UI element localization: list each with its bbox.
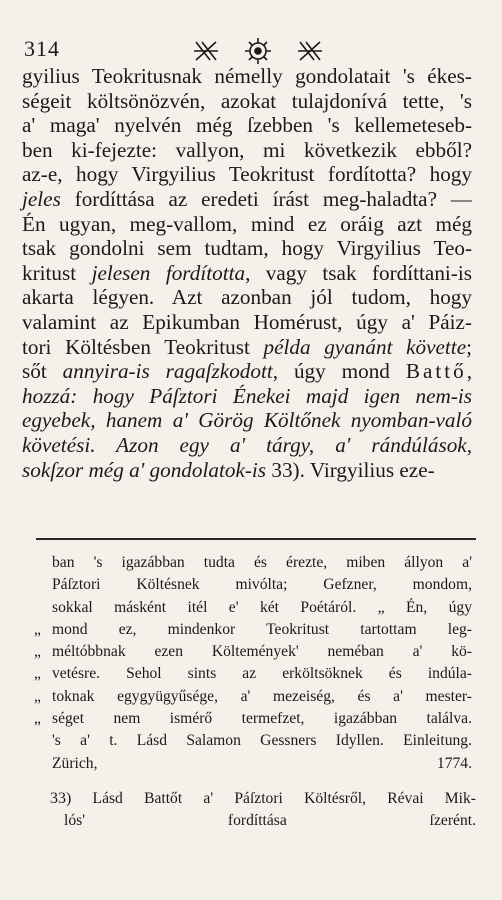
text-line xyxy=(22,138,472,163)
text-run: sőt xyxy=(22,359,63,384)
text-line xyxy=(22,433,472,458)
quote-mark: „ xyxy=(34,620,41,638)
text-line xyxy=(22,335,472,360)
italic-text: egyebek, hanem a' Görög Költőnek nyomban-való xyxy=(22,408,472,433)
footnote-continuation xyxy=(34,552,472,775)
italic-text: sokſzor még a' gondolatok-is xyxy=(22,457,267,482)
footnote-text: mond ez, mindenkor Teokritust tartottam leg- xyxy=(52,620,472,638)
footnote-text: 's a' t. Lásd Salamon Gessners Idyllen. Einleitung. xyxy=(52,732,472,750)
footnote-line xyxy=(34,619,472,641)
text-run: tori Költésben Teokritust xyxy=(22,334,264,359)
footnote-line xyxy=(52,552,472,574)
text-run: kritust xyxy=(22,260,92,285)
footnote-line xyxy=(52,574,472,596)
footnote-line xyxy=(34,641,472,663)
italic-text: hozzá: hogy Páſztori Énekei majd igen nem-is xyxy=(22,383,472,408)
text-line xyxy=(22,187,472,212)
footnote-text: ban 's igazábban tudta és érezte, miben állyon a' xyxy=(52,554,472,571)
italic-text: jeles xyxy=(22,186,61,211)
text-run: 33). Virgyilius eze- xyxy=(266,457,435,482)
footnote-line xyxy=(52,753,472,775)
text-line xyxy=(22,113,472,138)
text-line xyxy=(22,384,472,409)
text-line xyxy=(22,285,472,310)
text-run: Battő xyxy=(405,359,467,384)
italic-text: jelesen fordította xyxy=(91,260,246,285)
footnote-line xyxy=(52,597,472,619)
footnote-line xyxy=(52,730,472,752)
footnote-33 xyxy=(50,788,476,833)
page-number: 314 xyxy=(24,36,60,61)
text-run: valamint az Epikumban Homérust, úgy a' Páiz- xyxy=(22,309,472,334)
italic-text: példa gyanánt követte xyxy=(263,334,467,359)
italic-text: annyira-is ragaſzkodott xyxy=(62,359,273,384)
footnote-33-line-1: Lásd Battőt a' Páſztori Költésről, Révai Mik- xyxy=(92,790,476,807)
footnote-line xyxy=(34,708,472,730)
text-line xyxy=(22,359,472,384)
text-run: fordíttása az eredeti írást meg-haladta? — xyxy=(60,186,472,211)
text-line xyxy=(22,458,472,483)
text-run: az-e, hogy Virgyilius Teokritust fordította? hogy xyxy=(22,162,472,187)
text-run: ; xyxy=(466,334,472,359)
text-run: ségeit költsönözvén, azokat tulajdonívá tette, 's xyxy=(22,88,472,113)
text-run: a' maga' nyelvén még ſzebben 's kellemeteseb- xyxy=(22,113,472,138)
text-run: gyilius Teokritusnak némelly gondolatait 's ékes- xyxy=(22,64,472,88)
quote-mark: „ xyxy=(34,665,41,683)
footnote-number: 33) xyxy=(50,790,72,807)
footnote-text: Zürich, 1774. xyxy=(52,754,472,772)
text-line xyxy=(22,408,472,433)
text-line xyxy=(22,212,472,237)
text-line xyxy=(22,162,472,187)
footnote-text: méltóbbnak ezen Költemények' neméban a' kö- xyxy=(52,643,472,661)
text-line xyxy=(22,261,472,286)
ornament-icon xyxy=(192,36,324,66)
text-run: Én ugyan, meg-vallom, mind ez oráig azt még xyxy=(22,211,472,236)
footnote-33-line-2: lós' fordíttása ſzerént. xyxy=(64,812,476,830)
footnote-divider xyxy=(36,538,476,540)
footnote-line xyxy=(34,686,472,708)
italic-text: követési. Azon egy a' tárgy, a' rándúlások, xyxy=(22,432,472,457)
text-run: , xyxy=(466,359,473,384)
footnote-line xyxy=(34,663,472,685)
text-run: tsak gondolni sem tudtam, hogy Virgyilius Teo- xyxy=(22,236,472,261)
text-run: akarta légyen. Azt azonban jól tudom, hogy xyxy=(22,285,472,310)
footnote-text: sokkal másként itél e' két Poétáról. „ Én, úgy xyxy=(52,598,472,616)
text-line xyxy=(22,236,472,261)
main-text xyxy=(22,64,472,482)
text-line xyxy=(22,89,472,114)
quote-mark: „ xyxy=(34,710,41,728)
text-line xyxy=(22,64,472,89)
quote-mark: „ xyxy=(34,687,41,705)
footnote-text: vetésre. Sehol sints az erköltsöknek és indúla- xyxy=(52,665,472,683)
text-run: ben ki-fejezte: vallyon, mi következik ebből? xyxy=(22,137,472,162)
text-line xyxy=(22,310,472,335)
footnote-text: Páſztori Költésnek mivólta; Gefzner, mondom, xyxy=(52,576,472,594)
text-run: , úgy mond xyxy=(272,359,406,384)
footnote-text: toknak egygyügyűsége, a' mezeiség, és a' mester- xyxy=(52,687,472,705)
text-run: , vagy tsak fordíttani-is xyxy=(245,260,472,285)
quote-mark: „ xyxy=(34,643,41,661)
footnote-text: séget nem ismérő termefzet, igazábban találva. xyxy=(52,710,472,728)
